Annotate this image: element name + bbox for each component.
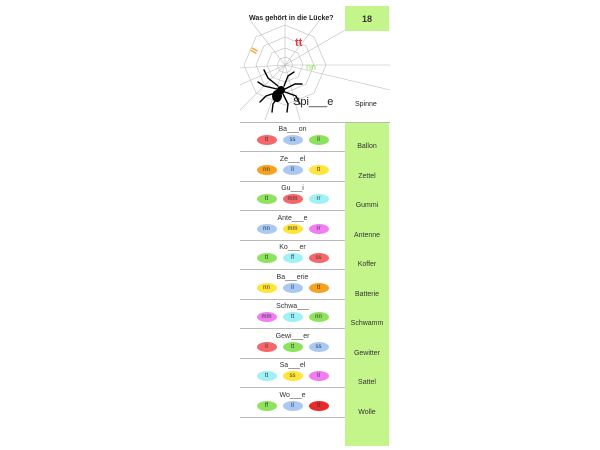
option-group xyxy=(240,224,345,234)
option-pill[interactable]: ll xyxy=(283,401,303,411)
gap-word: Ba___erie xyxy=(276,273,309,281)
option-group xyxy=(240,401,345,411)
exercise-row xyxy=(240,241,390,270)
option-pill[interactable]: ss xyxy=(283,135,303,145)
web-letters-ll: ll xyxy=(248,46,260,56)
card-title: Was gehört in die Lücke? xyxy=(249,15,334,22)
option-pill[interactable]: tt xyxy=(257,253,277,263)
gap-word: Gu___i xyxy=(281,185,304,192)
exercise-row xyxy=(240,123,390,152)
option-pill[interactable]: rr xyxy=(309,224,329,234)
answer-label: Gewitter xyxy=(353,349,381,357)
option-group xyxy=(240,253,345,263)
exercise-row xyxy=(240,300,390,329)
option-pill[interactable]: mm xyxy=(257,312,277,322)
gap-word: Ba___on xyxy=(278,126,307,133)
option-pill[interactable]: nn xyxy=(257,224,277,234)
option-pill[interactable]: ss xyxy=(283,371,303,381)
option-pill[interactable]: ff xyxy=(257,401,277,411)
answer-label: Gummi xyxy=(355,202,379,209)
option-pill[interactable]: nn xyxy=(309,312,329,322)
answer-label: Batterie xyxy=(354,290,380,298)
answer-label: Ballon xyxy=(357,143,377,150)
option-pill[interactable]: ss xyxy=(309,342,329,352)
option-group xyxy=(240,194,345,204)
answer-label: Sattel xyxy=(358,379,376,386)
gap-word: Schwa___ xyxy=(276,303,309,310)
gap-word: Ko___er xyxy=(279,244,306,251)
row-divider xyxy=(240,417,345,418)
answer-label: Schwamm xyxy=(350,320,384,327)
gap-word: Ante___e xyxy=(277,214,308,222)
option-pill[interactable]: tt xyxy=(309,165,329,175)
option-pill[interactable]: ll xyxy=(309,135,329,145)
answer-label: Koffer xyxy=(357,261,377,268)
option-pill[interactable]: nn xyxy=(257,283,277,293)
web-letters-tt: tt xyxy=(295,37,303,49)
option-group xyxy=(240,312,345,322)
option-pill[interactable]: tt xyxy=(283,342,303,352)
option-pill[interactable]: tt xyxy=(283,312,303,322)
option-group xyxy=(240,342,345,352)
option-group xyxy=(240,165,345,175)
option-pill[interactable]: tt xyxy=(309,401,329,411)
option-pill[interactable]: ff xyxy=(283,253,303,263)
exercise-row xyxy=(240,330,390,359)
card-number: 18 xyxy=(345,6,389,31)
exercise-row xyxy=(240,359,390,388)
option-pill[interactable]: ll xyxy=(283,283,303,293)
header-word: Spi___e xyxy=(293,96,334,108)
gap-word: Gewi___er xyxy=(275,332,310,340)
option-group xyxy=(240,283,345,293)
gap-word: Wo___e xyxy=(279,391,306,399)
option-pill[interactable]: ss xyxy=(309,253,329,263)
option-pill[interactable]: tt xyxy=(257,194,277,204)
exercise-row xyxy=(240,182,390,211)
option-pill[interactable]: tt xyxy=(309,283,329,293)
option-group xyxy=(240,371,345,381)
option-pill[interactable]: mm xyxy=(283,224,303,234)
answer-label: Zettel xyxy=(358,172,376,180)
answer-label: Antenne xyxy=(353,231,381,239)
exercise-row xyxy=(240,212,390,241)
option-pill[interactable]: nn xyxy=(257,165,277,175)
option-pill[interactable]: rr xyxy=(309,194,329,204)
gap-word: Ze___el xyxy=(279,155,306,163)
option-pill[interactable]: tt xyxy=(257,135,277,145)
option-pill[interactable]: ll xyxy=(257,342,277,352)
option-pill[interactable]: mm xyxy=(283,194,303,204)
web-letters-nn: nn xyxy=(306,62,317,72)
option-pill[interactable]: ll xyxy=(309,371,329,381)
header-answer: Spinne xyxy=(355,101,377,108)
option-group xyxy=(240,135,345,145)
exercise-row xyxy=(240,153,390,182)
gap-word: Sa___el xyxy=(279,362,306,369)
option-pill[interactable]: ll xyxy=(283,165,303,175)
answer-label: Wolle xyxy=(358,408,376,416)
exercise-row xyxy=(240,271,390,300)
exercise-row xyxy=(240,389,390,418)
option-pill[interactable]: tt xyxy=(257,371,277,381)
